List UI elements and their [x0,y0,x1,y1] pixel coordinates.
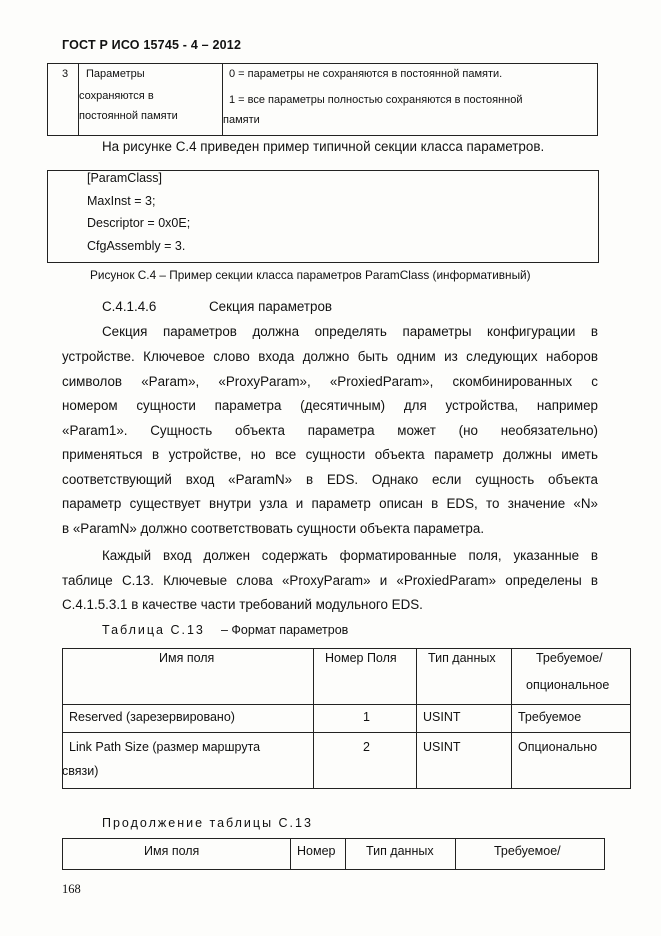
table-caption-prefix: Таблица С.13 [102,623,205,637]
paragraph-line: устройстве. Ключевое слово входа должно быть одним из следующих наборов [62,349,598,364]
paragraph-line: таблице С.13. Ключевые слова «ProxyParam» и «ProxiedParam» определены в [62,573,598,588]
table-cell-name: связи) [62,764,99,778]
paragraph-line: параметр существует внутри узла и параметр описан в EDS, то значение «N» [62,496,598,511]
table-caption-suffix: – Формат параметров [221,623,349,637]
code-line: CfgAssembly = 3. [87,239,186,253]
table-cell-name: сохраняются в [79,90,154,102]
column-header: Имя поля [144,844,200,858]
column-header: опциональное [526,678,610,692]
table-cell-required: Опционально [518,740,598,754]
document-header: ГОСТ Р ИСО 15745 - 4 – 2012 [62,38,242,52]
section-title: Секция параметров [209,299,333,314]
table-cell-type: USINT [423,710,461,724]
table-cell-type: USINT [423,740,461,754]
column-header: Номер Поля [325,651,397,665]
code-line: [ParamClass] [87,171,163,185]
table-divider [455,839,456,869]
table-divider [63,732,630,733]
table-cell-desc: 1 = все параметры полностью сохраняются в постоянной [229,94,523,106]
table-cell-name: Reserved (зарезервировано) [69,710,235,724]
code-line: MaxInst = 3; [87,194,156,208]
column-header: Номер [297,844,336,858]
table-divider [416,649,417,788]
paragraph-line: С.4.1.5.3.1 в качестве части требований модульного EDS. [62,597,423,612]
paragraph-line: соответствующий вход «ParamN» в EDS. Однако если сущность объекта [62,472,598,487]
code-line: Descriptor = 0x0E; [87,216,191,230]
paragraph-line: «Param1». Сущность объекта параметра может (но необязательно) [62,423,598,438]
table-cell-required: Требуемое [518,710,582,724]
table-divider [290,839,291,869]
column-header: Тип данных [428,651,496,665]
table-row-number: 3 [62,68,69,80]
intro-text: На рисунке С.4 приведен пример типичной секции класса параметров. [102,139,545,154]
paragraph-line: применяться в устройстве, но все сущности объекта параметр должны иметь [62,447,598,462]
section-number: С.4.1.4.6 [102,299,157,314]
page-number: 168 [62,882,81,896]
table-divider [63,704,630,705]
table-cell-desc: памяти [223,114,260,126]
paragraph-line: символов «Param», «ProxyParam», «ProxiedParam», скомбинированных с [62,374,598,389]
table-cell-number: 1 [363,710,370,724]
paragraph-line: номером сущности параметра (десятичным) для устройства, например [62,398,598,413]
column-header: Тип данных [366,844,434,858]
table-cell-desc: 0 = параметры не сохраняются в постоянной памяти. [229,68,503,80]
paragraph-line: в «ParamN» должно соответствовать сущности объекта параметра. [62,521,485,536]
column-header: Требуемое/ [494,844,561,858]
table-cell-name: постоянной памяти [79,110,178,122]
column-header: Требуемое/ [536,651,603,665]
continuation-caption: Продолжение таблицы С.13 [102,816,313,830]
table-cell-number: 2 [363,740,370,754]
figure-caption: Рисунок С.4 – Пример секции класса параметров ParamClass (информативный) [90,268,531,282]
paragraph-line: Каждый вход должен содержать форматированные поля, указанные в [102,548,598,563]
table-divider [313,649,314,788]
table-cell-name: Параметры [86,68,145,80]
column-header: Имя поля [159,651,215,665]
paragraph-line: Секция параметров должна определять параметры конфигурации в [102,324,598,339]
table-divider [511,649,512,788]
table-divider [345,839,346,869]
table-cell-name: Link Path Size (размер маршрута [69,740,261,754]
